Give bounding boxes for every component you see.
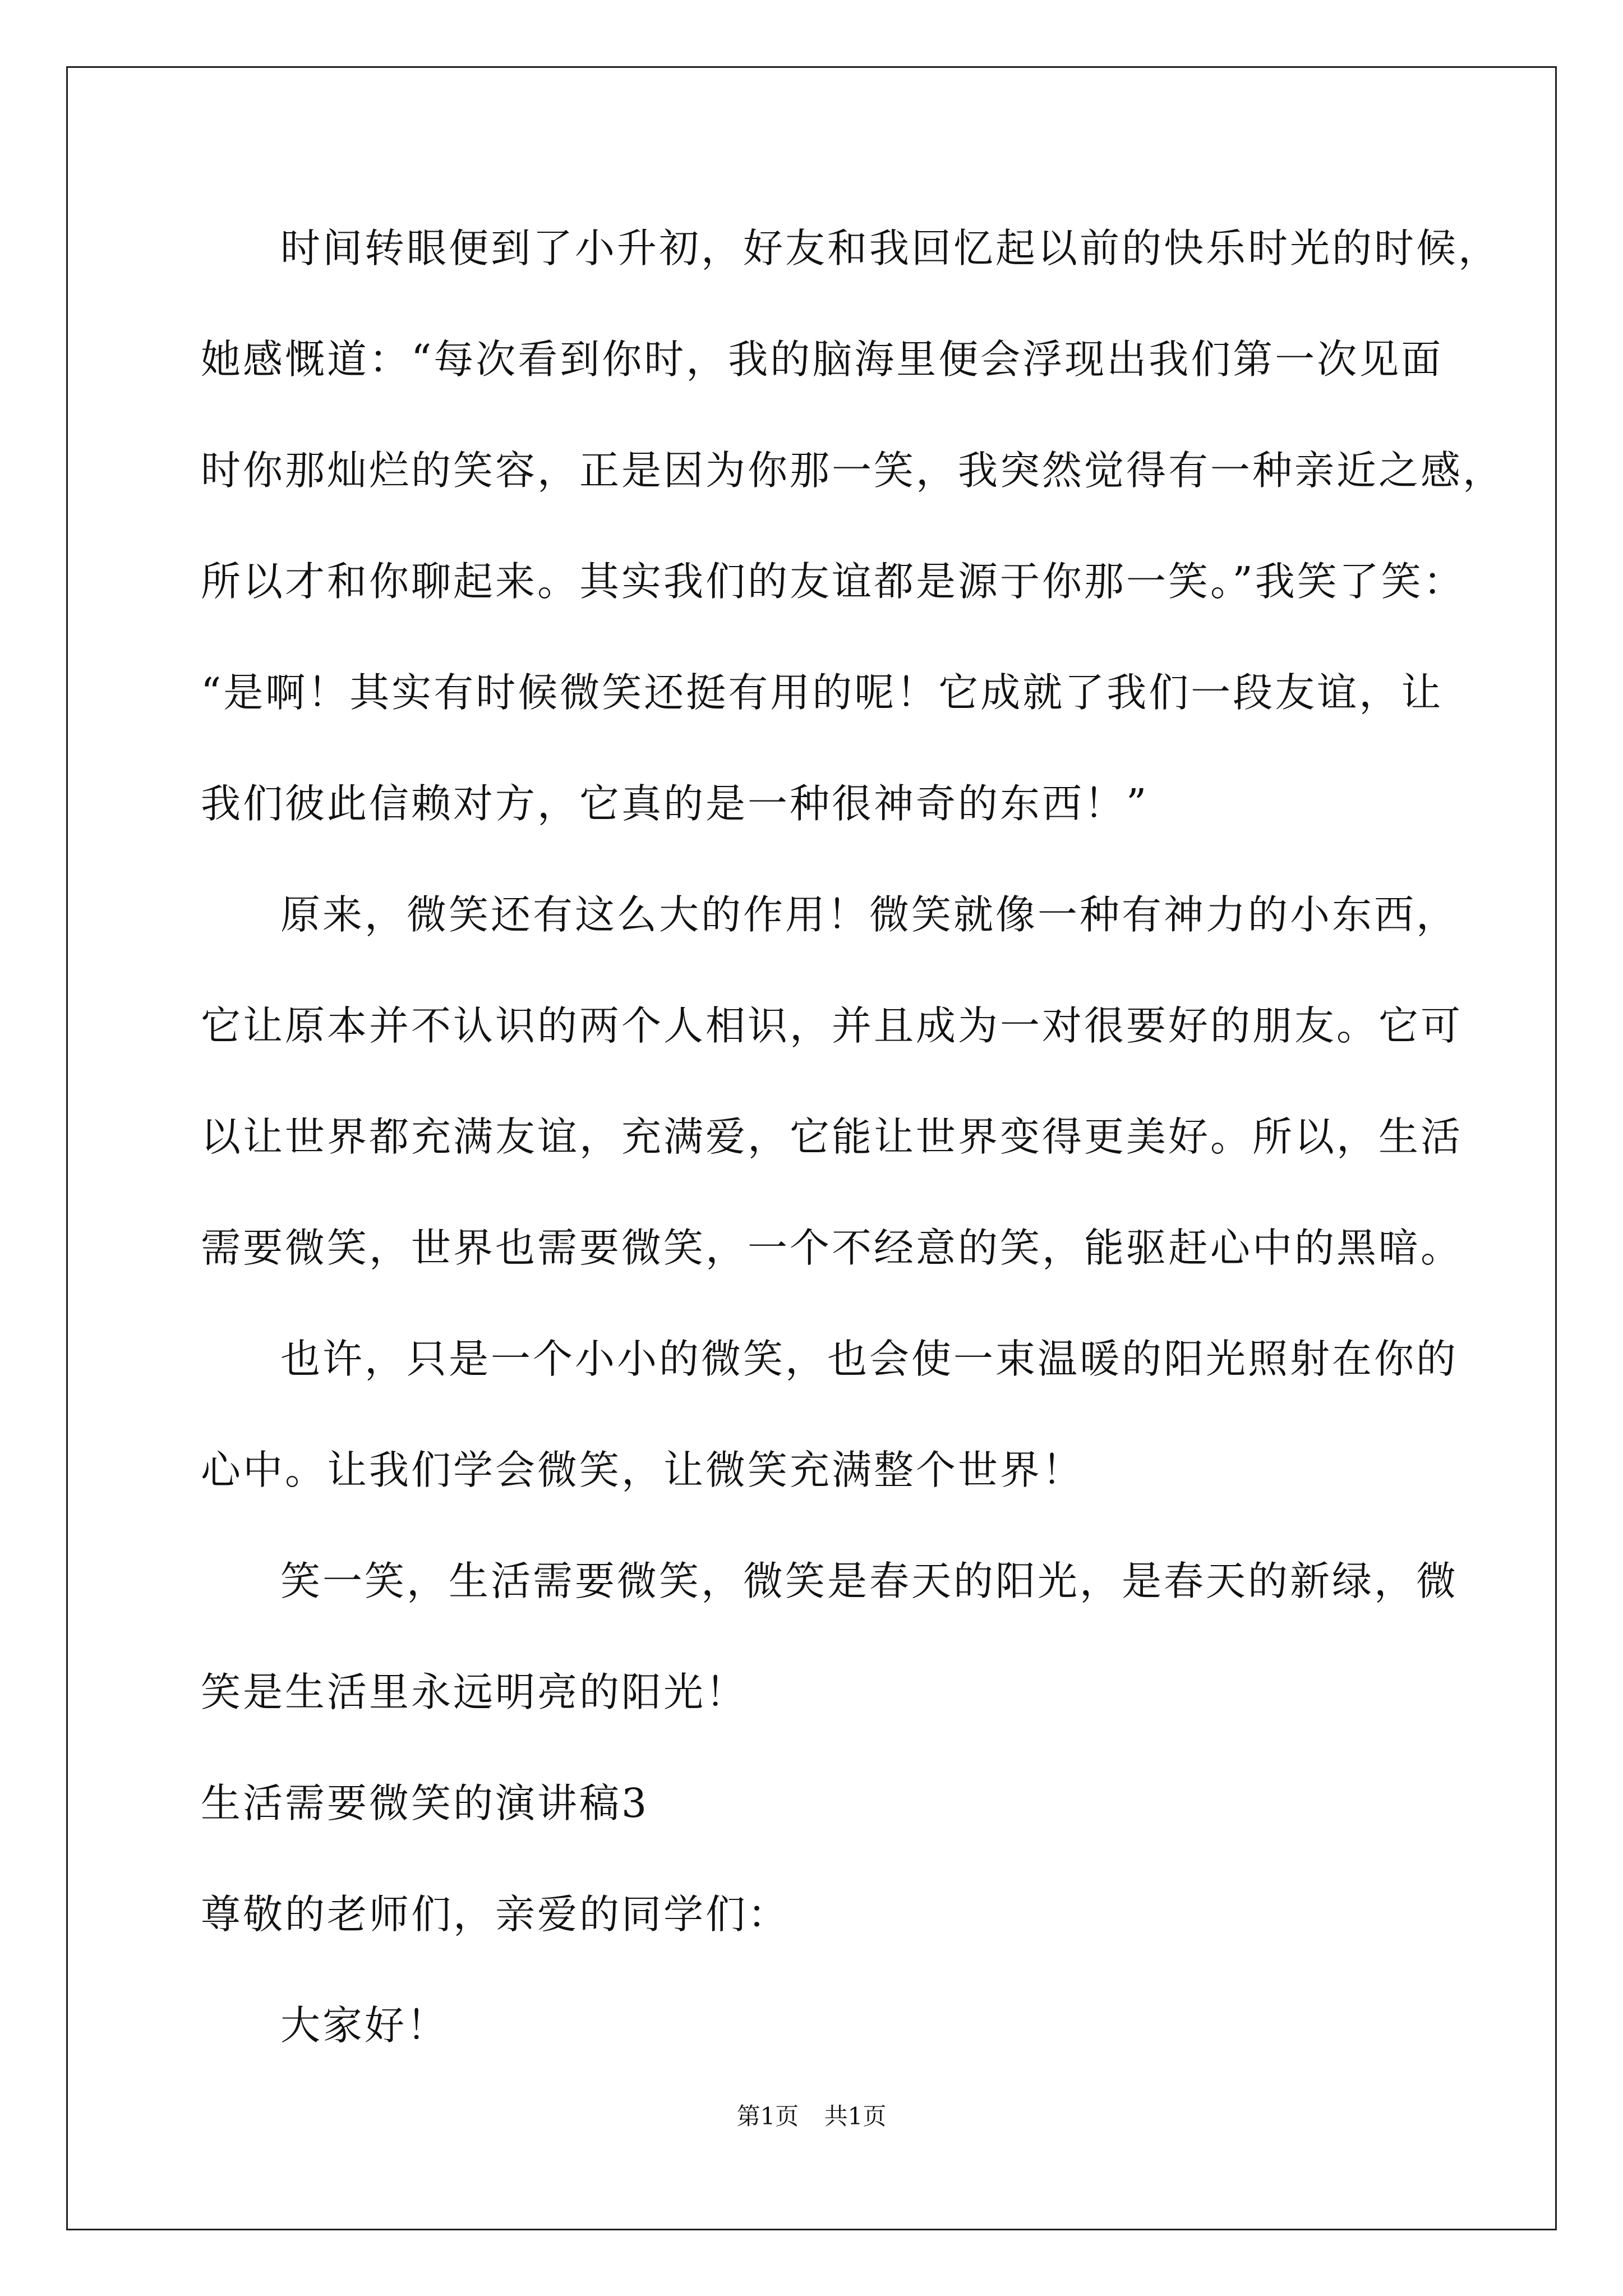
page-footer <box>0 2100 1623 2133</box>
text-line-14: 笑是生活里永远明亮的阳光！ <box>201 1669 748 1715</box>
salutation: 尊敬的老师们，亲爱的同学们： <box>201 1891 790 1938</box>
text-line-12: 心中。让我们学会微笑，让微笑充满整个世界！ <box>201 1447 1085 1493</box>
text-line-7: 原来，微笑还有这么大的作用！微笑就像一种有神力的小东西， <box>280 891 1459 938</box>
text-line-6: 我们彼此信赖对方，它真的是一种很神奇的东西！” <box>201 780 1149 827</box>
text-line-9: 以让世界都充满友谊，充满爱，它能让世界变得更美好。所以，生活 <box>201 1114 1463 1160</box>
text-line-1: 时间转眼便到了小升初，好友和我回忆起以前的快乐时光的时候， <box>280 225 1501 272</box>
page-total: 共1页 <box>824 2102 887 2130</box>
text-line-4: 所以才和你聊起来。其实我们的友谊都是源于你那一笑。”我笑了笑： <box>201 558 1465 605</box>
text-line-10: 需要微笑，世界也需要微笑，一个不经意的笑，能驱赶心中的黑暗。 <box>201 1225 1463 1271</box>
page-number: 第1页 <box>736 2102 799 2130</box>
text-line-11: 也许，只是一个小小的微笑，也会使一束温暖的阳光照射在你的 <box>280 1336 1459 1382</box>
text-line-13: 笑一笑，生活需要微笑，微笑是春天的阳光，是春天的新绿，微 <box>280 1558 1459 1604</box>
text-line-3: 时你那灿烂的笑容，正是因为你那一笑，我突然觉得有一种亲近之感， <box>201 447 1505 494</box>
document-body <box>201 219 1505 2107</box>
text-line-5: “是啊！其实有时候微笑还挺有用的呢！它成就了我们一段友谊，让 <box>201 669 1444 716</box>
text-line-2: 她感慨道：“每次看到你时，我的脑海里便会浮现出我们第一次见面 <box>201 336 1444 383</box>
greeting: 大家好！ <box>280 2002 449 2049</box>
text-line-8: 它让原本并不认识的两个人相识，并且成为一对很要好的朋友。它可 <box>201 1002 1463 1049</box>
section-heading: 生活需要微笑的演讲稿3 <box>201 1780 649 1826</box>
